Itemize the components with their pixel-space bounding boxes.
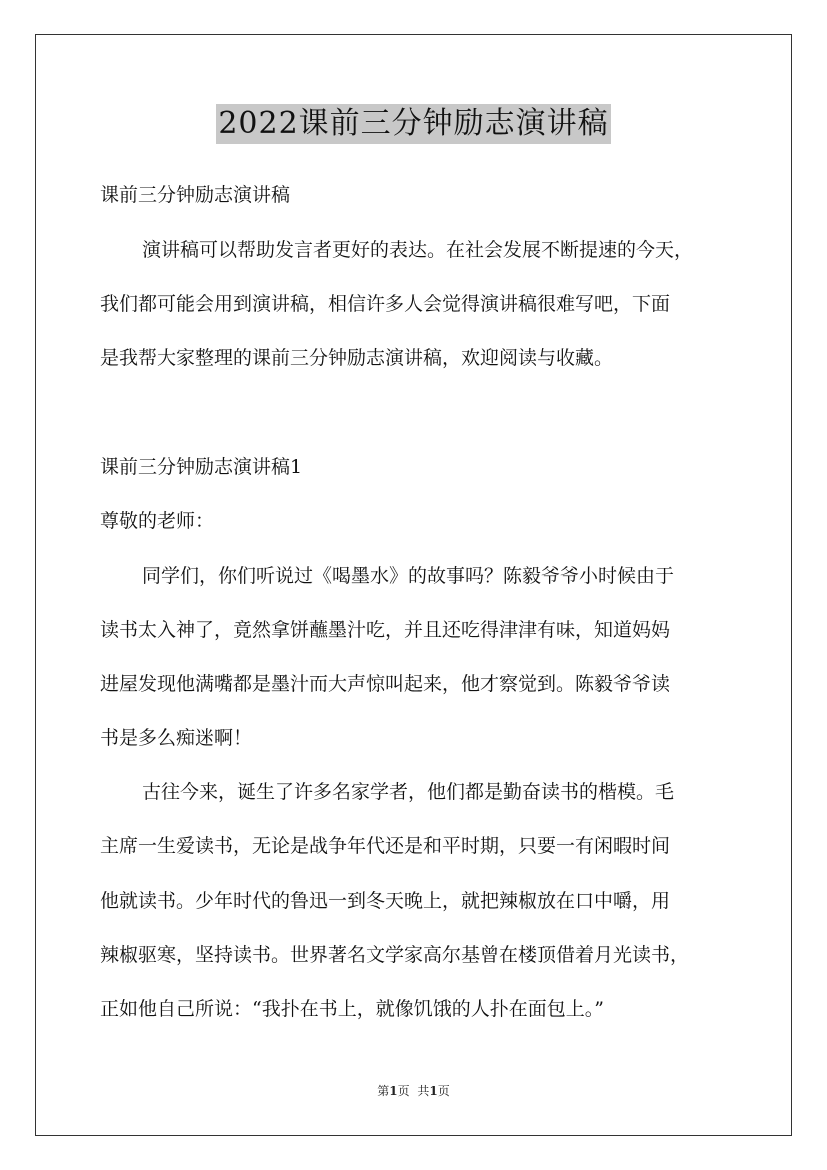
total-prefix: 共: [417, 1084, 430, 1098]
paragraph-line: 进屋发现他满嘴都是墨汁而大声惊叫起来，他才察觉到。陈毅爷爷读: [100, 673, 671, 695]
paragraph-line: 我们都可能会用到演讲稿，相信许多人会觉得演讲稿很难写吧，下面: [100, 293, 671, 315]
page-prefix: 第: [377, 1084, 390, 1098]
page-footer: [0, 1082, 827, 1099]
paragraph-line: 古往今来，诞生了许多名家学者，他们都是勤奋读书的楷模。毛: [142, 781, 675, 803]
total-suffix: 页: [437, 1084, 450, 1098]
paragraph-line: 他就读书。少年时代的鲁迅一到冬天晚上，就把辣椒放在口中嚼，用: [100, 890, 671, 912]
paragraph-line: 辣椒驱寒，坚持读书。世界著名文学家高尔基曾在楼顶借着月光读书，: [100, 944, 690, 966]
paragraph-line: 同学们，你们听说过《喝墨水》的故事吗？陈毅爷爷小时候由于: [142, 565, 675, 587]
speech-heading: 课前三分钟励志演讲稿1: [100, 456, 303, 478]
paragraph-line: 主席一生爱读书，无论是战争年代还是和平时期，只要一有闲暇时间: [100, 835, 671, 857]
paragraph-line: 正如他自己所说：“我扑在书上，就像饥饿的人扑在面包上。”: [100, 998, 604, 1020]
page-number: 1: [389, 1084, 398, 1098]
total-pages: 1: [429, 1084, 438, 1098]
salutation: 尊敬的老师：: [100, 510, 215, 532]
title-container: [0, 104, 827, 144]
paragraph-line: 是我帮大家整理的课前三分钟励志演讲稿，欢迎阅读与收藏。: [100, 347, 614, 369]
paragraph-line: 演讲稿可以帮助发言者更好的表达。在社会发展不断提速的今天，: [142, 239, 694, 261]
document-title: 2022课前三分钟励志演讲稿: [216, 104, 610, 144]
page-suffix: 页: [397, 1084, 410, 1098]
paragraph-line: 书是多么痴迷啊！: [100, 727, 253, 749]
section-heading: 课前三分钟励志演讲稿: [100, 184, 291, 206]
paragraph-line: 读书太入神了，竟然拿饼蘸墨汁吃，并且还吃得津津有味，知道妈妈: [100, 619, 671, 641]
